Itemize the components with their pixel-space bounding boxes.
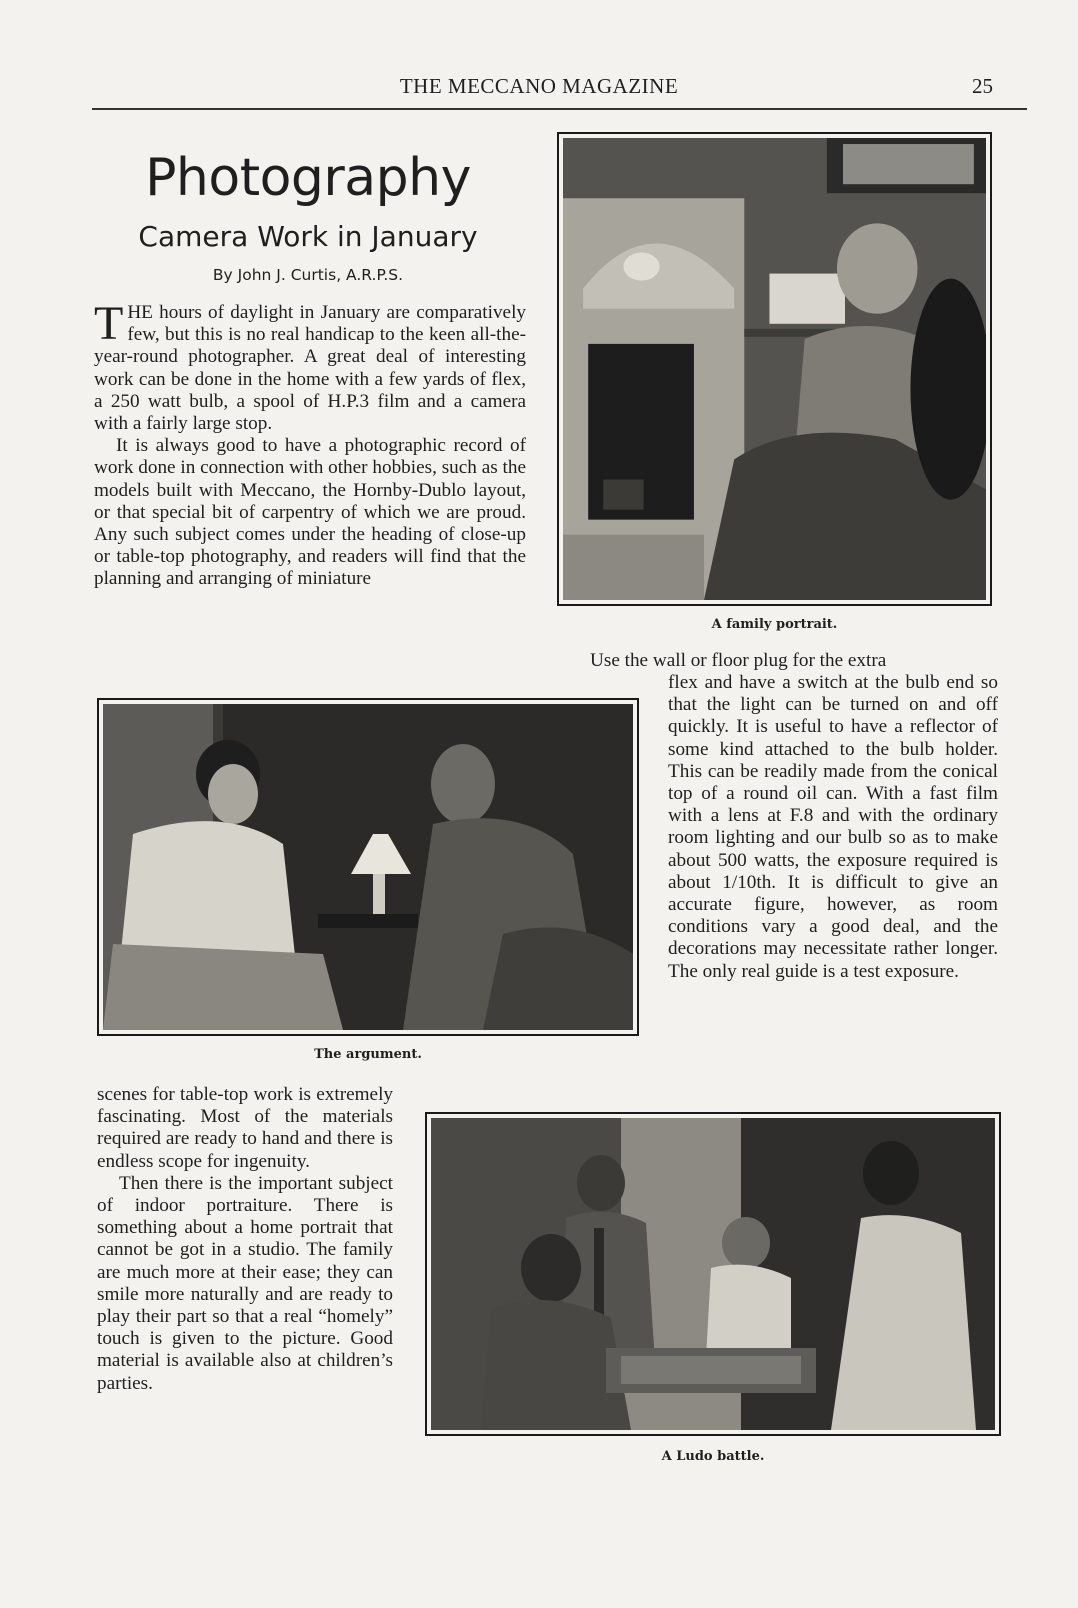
para4-first-line: Use the wall or floor plug for the extra [590, 650, 887, 671]
argument-caption: The argument. [314, 1047, 422, 1062]
paragraph-3: Then there is the important subject of indoor portraiture. There is something about a home portrait that cannot be got in a studio. The family are much more at their ease; they can smile more naturally and are ready to play their part so that a real “homely” touch is given to the picture. Good material is available also at children’s parties. [97, 1172, 393, 1394]
paragraph-2: It is always good to have a photographic record of work done in connection with other hobbies, such as the models built with Meccano, the Hornby-Dublo layout, or that special bit of carpentry of which we are proud. Any such subject comes under the heading of close-up or table-top photography, and readers will find that the planning and arranging of miniature [94, 435, 526, 590]
ludo-battle-caption: A Ludo battle. [661, 1449, 765, 1464]
ludo-battle-image [431, 1118, 995, 1430]
argument-photo [97, 698, 639, 1036]
family-portrait-caption: A family portrait. [711, 617, 838, 632]
paragraph-4: flex and have a switch at the bulb end so that the light can be turned on and off quickly. It is useful to have a reflector of some kind attached to the bulb holder. This can be readily made from the conical top of a round oil can. With a fast film with a lens at F.8 and with the ordinary room lighting and our bulb so as to make about 500 watts, the exposure required is about 1/10th. It is difficult to give an accurate figure, however, as room conditions vary a good deal, and the decorations may necessitate rather longer. The only real guide is a test exposure. [668, 672, 998, 982]
header-rule [92, 108, 1027, 110]
ludo-battle-photo [425, 1112, 1001, 1436]
article-byline: By John J. Curtis, A.R.P.S. [212, 266, 404, 284]
page-number: 25 [972, 74, 993, 98]
family-portrait-image [563, 138, 986, 600]
intro-text-block [94, 297, 526, 591]
intro-text: HE hours of daylight in January are comparatively few, but this is no real handicap to the keen all-the-year-round photographer. A great deal of interesting work can be done in the home with a few yards of flex, a 250 watt bulb, a spool of H.P.3 film and a camera with a fairly large stop. [94, 302, 526, 435]
article-subtitle: Camera Work in January [138, 220, 478, 253]
article-title: Photography [145, 148, 471, 208]
intro-paragraph [94, 297, 526, 435]
drop-cap: T [94, 297, 124, 350]
family-portrait-photo [557, 132, 992, 606]
magazine-title: THE MECCANO MAGAZINE [399, 74, 679, 98]
paragraph-2-continued: scenes for table-top work is extremely fascinating. Most of the materials required are ready to hand and there is endless scope for ingenuity. [97, 1084, 393, 1172]
lower-text-block [97, 1084, 393, 1395]
argument-image [103, 704, 633, 1030]
